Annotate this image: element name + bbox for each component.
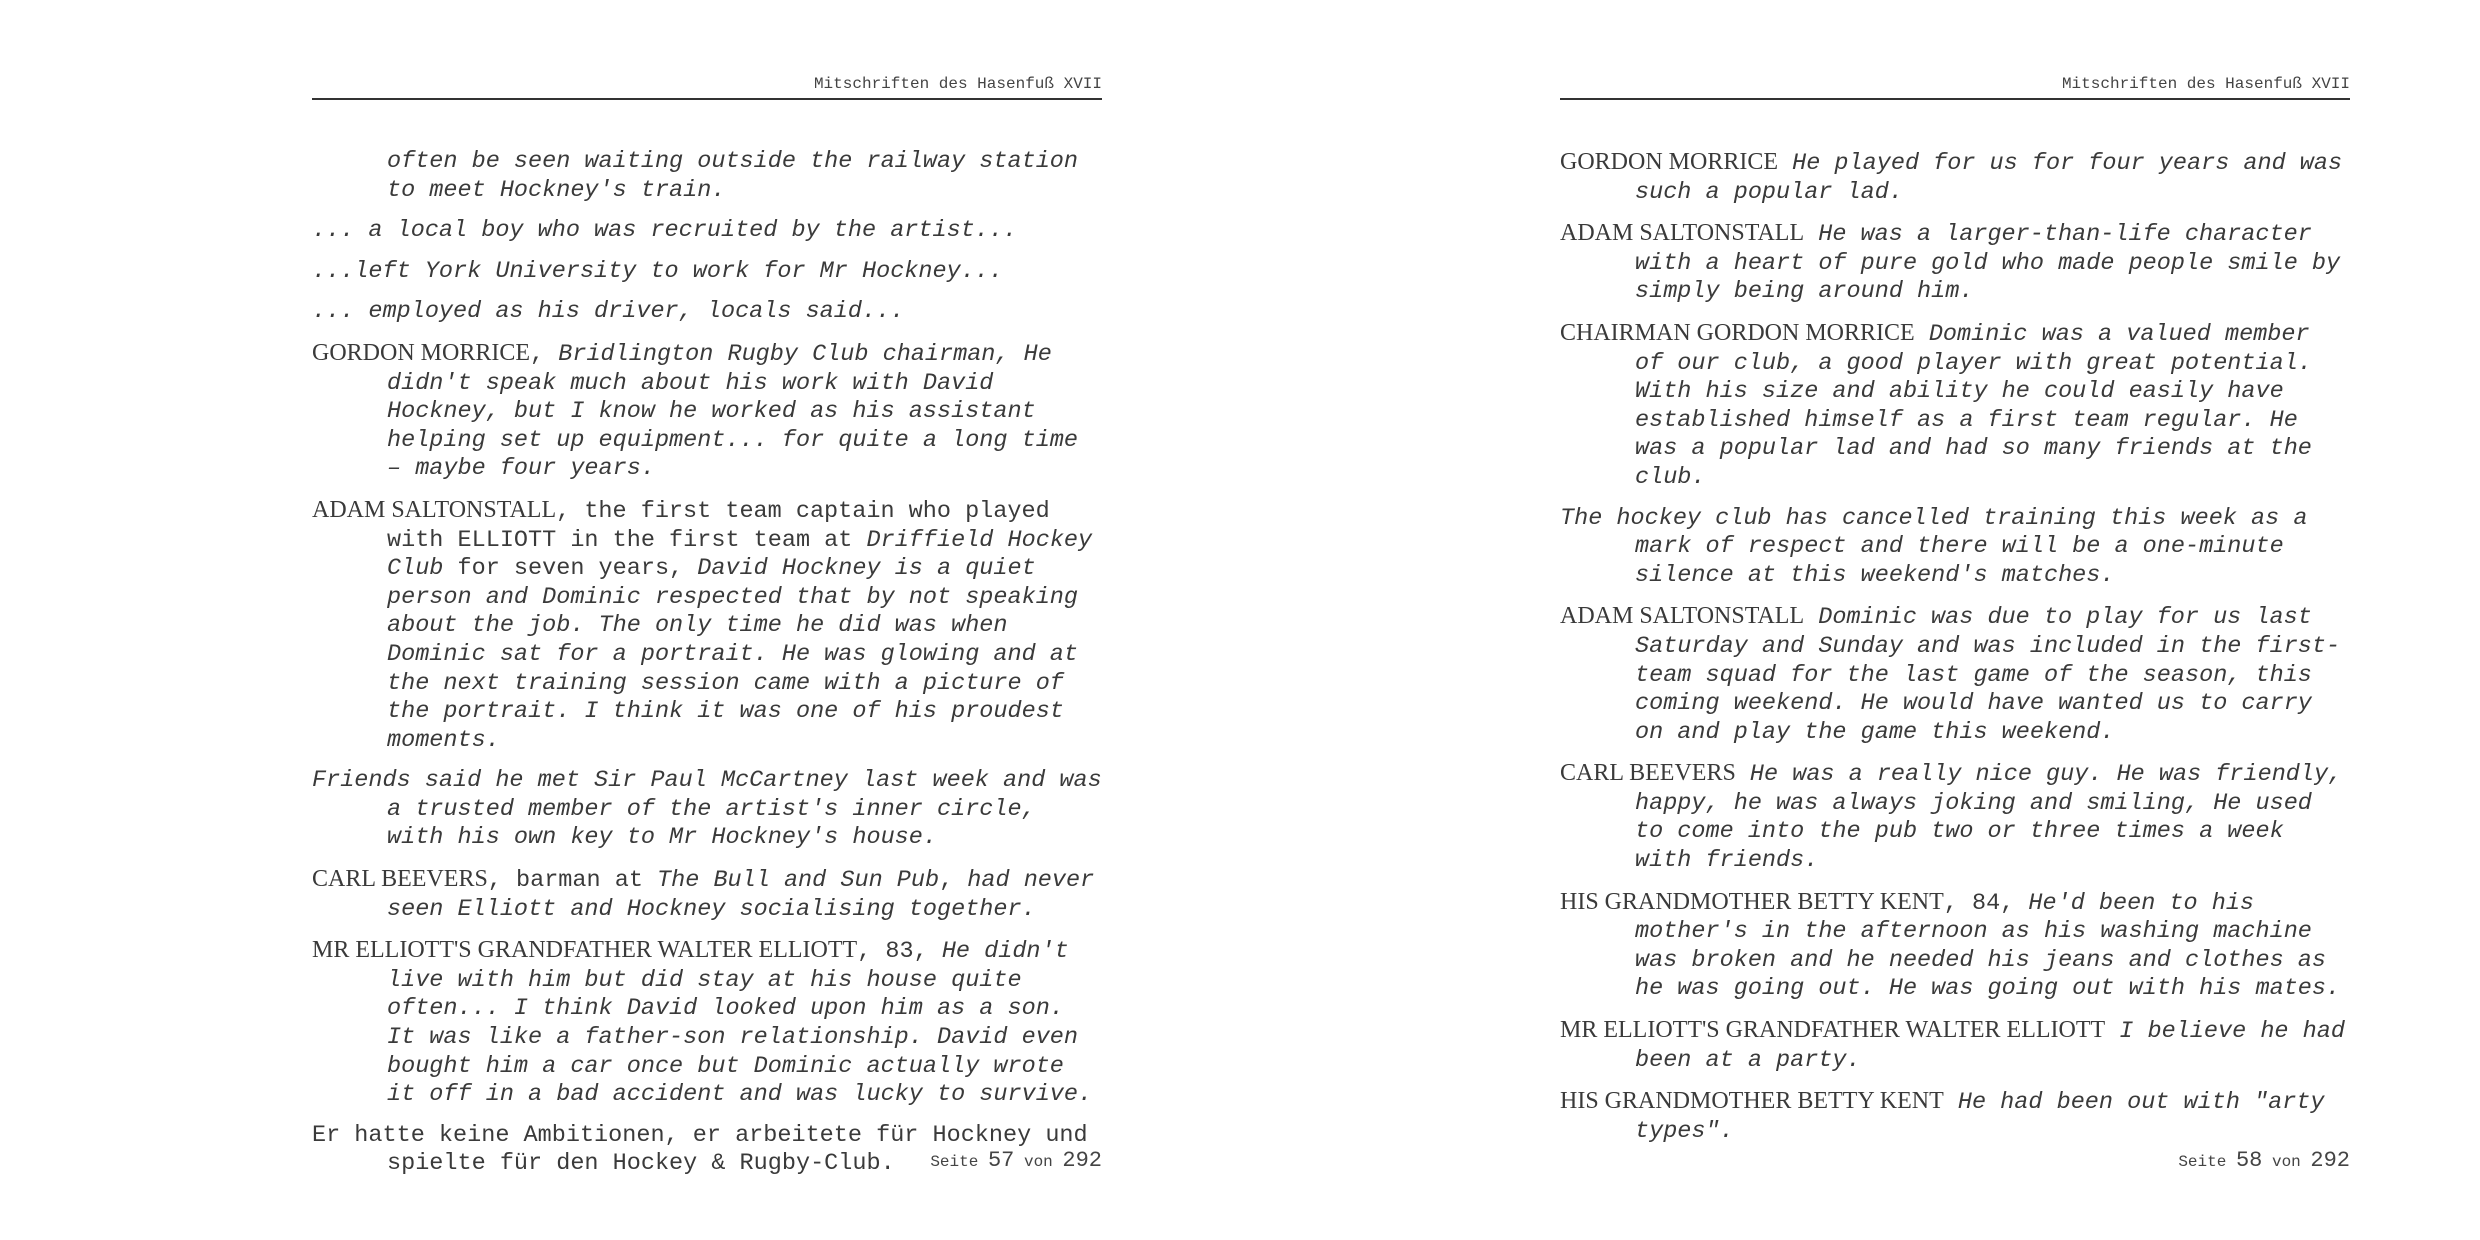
footer-prefix: Seite (930, 1153, 979, 1171)
paragraph (312, 936, 1102, 1110)
text-run: He was a larger-than-life character with a heart of pure gold who made people smile by simply being around him. (1635, 221, 2341, 306)
paragraph (1560, 219, 2350, 307)
text-run: David Hockney is a quiet person and Dominic respected that by not speaking about the job. The only time he did was when Dominic sat for a portrait. He was glowing and at the next training session came with a picture of the portrait. I think it was one of his proudest moments. (387, 555, 1079, 754)
text-run: Driffield Hockey Club (387, 526, 1093, 583)
text-run (2105, 1018, 2119, 1045)
speaker-name: MR ELLIOTT'S GRANDFATHER WALTER ELLIOTT (1560, 1017, 2106, 1044)
paragraph (312, 298, 1102, 327)
text-run: , 83, (857, 938, 942, 966)
text-run (1915, 321, 1929, 348)
page-total: 292 (1062, 1148, 1102, 1173)
text-run: He was a really nice guy. He was friendly, happy, he was always joking and smiling, He used to come into the pub two or three times a week with friends. (1635, 761, 2343, 875)
right-page (1560, 0, 2350, 1240)
paragraph (312, 865, 1102, 924)
speaker-name: CARL BEEVERS (1560, 760, 1736, 787)
text-run: , (530, 340, 559, 368)
page-body (1560, 148, 2350, 1158)
text-run (1804, 604, 1818, 631)
paragraph (1560, 759, 2350, 875)
page-header: Mitschriften des Hasenfuß XVII (1560, 74, 2350, 100)
text-run: Er hatte keine Ambitionen, er arbeitete für Hockney und spielte für den Hockey & Rugby-Club. (312, 1121, 1088, 1178)
page-total: 292 (2310, 1148, 2350, 1173)
paragraph (1560, 602, 2350, 747)
speaker-name: ADAM SALTONSTALL (312, 496, 557, 523)
page-number: 57 (987, 1148, 1015, 1173)
speaker-name: GORDON MORRICE (1560, 149, 1779, 175)
text-run (1778, 150, 1792, 177)
text-run: He didn't live with him but did stay at his house quite often... I think David looked upon him as a son. It was like a father-son relationship. David even bought him a car once but Dominic actually wrote it off in a bad accident and was lucky to survive. (387, 938, 1093, 1109)
page-footer (2178, 1148, 2350, 1173)
paragraph (312, 148, 1102, 205)
speaker-name: ADAM SALTONSTALL (1560, 603, 1805, 630)
paragraph (312, 339, 1102, 484)
paragraph (1560, 1016, 2350, 1075)
paragraph (1560, 505, 2350, 591)
text-run: ... a local boy who was recruited by the artist... (312, 217, 1018, 245)
text-run: The Bull and Sun Pub (657, 867, 940, 895)
paragraph (312, 496, 1102, 755)
footer-prefix: Seite (2178, 1153, 2227, 1171)
page-header: Mitschriften des Hasenfuß XVII (312, 74, 1102, 100)
text-run: Dominic was a valued member of our club, a good player with great potential. With his size and ability he could easily have established himself as a first team regular. He was a popular lad and had so many friends at the club. (1635, 320, 2312, 491)
text-run (1944, 1089, 1958, 1116)
paragraph (1560, 319, 2350, 493)
text-run (1804, 221, 1818, 248)
text-run: ...left York University to work for Mr Hockney... (312, 257, 1004, 285)
paragraph (312, 217, 1102, 246)
text-run: for seven years, (443, 555, 698, 583)
text-run: ... employed as his driver, locals said... (312, 298, 905, 326)
speaker-name: CARL BEEVERS (312, 866, 488, 893)
paragraph (1560, 148, 2350, 207)
text-run: He had been out with "arty types". (1635, 1089, 2325, 1145)
page-footer (930, 1148, 1102, 1173)
text-run: He'd been to his mother's in the afternoon as his washing machine was broken and he needed his jeans and clothes as he was going out. He was going out with his mates. (1635, 889, 2341, 1003)
speaker-name: MR ELLIOTT'S GRANDFATHER WALTER ELLIOTT (312, 937, 858, 964)
text-run: had never seen Elliott and Hockney socialising together. (387, 867, 1095, 923)
speaker-name: CHAIRMAN GORDON MORRICE (1560, 319, 1915, 346)
text-run: I believe he had been at a party. (1635, 1018, 2345, 1074)
text-run: Friends said he met Sir Paul McCartney last week and was a trusted member of the artist's inner circle, with his own key to Mr Hockney's house. (312, 767, 1102, 852)
page-body (312, 148, 1102, 1191)
speaker-name: ADAM SALTONSTALL (1560, 220, 1805, 247)
paragraph (1560, 1087, 2350, 1146)
text-run: Dominic was due to play for us last Saturday and Sunday and was included in the first-team squad for the last game of the season, this coming weekend. He would have wanted us to carry on and play the game this weekend. (1635, 604, 2341, 746)
footer-of: von (2271, 1153, 2301, 1171)
speaker-name: HIS GRANDMOTHER BETTY KENT (1560, 888, 1944, 915)
footer-of: von (1023, 1153, 1053, 1171)
text-run: , 84, (1943, 889, 2029, 917)
text-run: , barman at (487, 867, 658, 895)
text-run: , (939, 867, 968, 895)
text-run: He played for us for four years and was such a popular lad. (1635, 150, 2343, 206)
paragraph (312, 258, 1102, 287)
text-run: Bridlington Rugby Club chairman, He didn't speak much about his work with David Hockney, but I know he worked as his assistant helping set up equipment... for quite a long time – maybe four years. (387, 340, 1079, 483)
text-run: often be seen waiting outside the railway station to meet Hockney's train. (387, 148, 1079, 204)
paragraph (312, 767, 1102, 853)
speaker-name: GORDON MORRICE (312, 339, 531, 366)
text-run (1736, 761, 1750, 788)
left-page (312, 0, 1102, 1240)
speaker-name: HIS GRANDMOTHER BETTY KENT (1560, 1088, 1944, 1115)
page-number: 58 (2235, 1148, 2263, 1173)
paragraph (1560, 888, 2350, 1004)
text-run: The hockey club has cancelled training this week as a mark of respect and there will be a one-minute silence at this weekend's matches. (1560, 504, 2308, 589)
text-run: , the first team captain who played with ELLIOTT in the first team at (387, 497, 1050, 554)
